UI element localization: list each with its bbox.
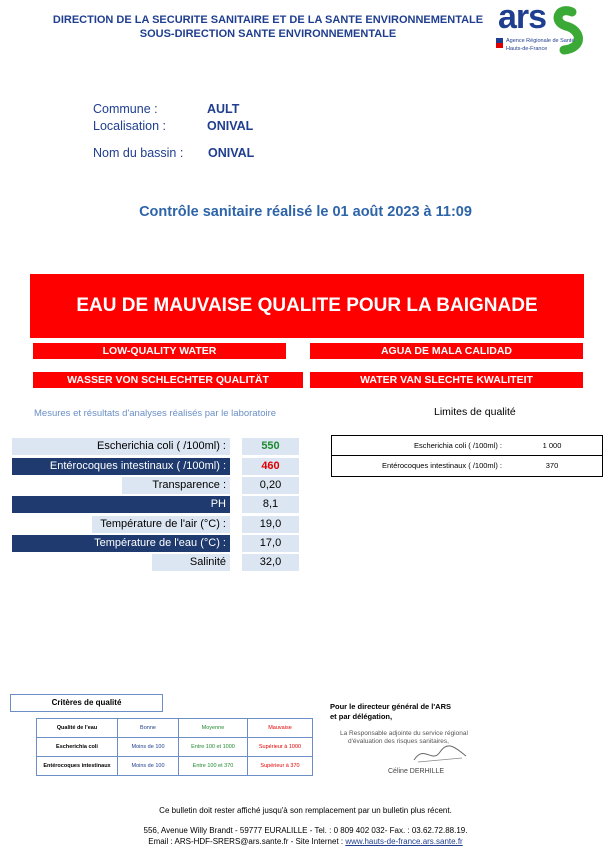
criteres-cell: Supérieur à 370	[248, 757, 313, 776]
criteres-cell: Escherichia coli	[37, 738, 118, 757]
footer-address: 556, Avenue Willy Brandt - 59777 EURALILLE - Tel. : 0 809 402 032- Fax. : 03.62.72.88.19.	[143, 826, 468, 835]
handwritten-signature	[410, 742, 470, 771]
mesure-label: Transparence :	[122, 477, 230, 494]
limite-label: Entérocoques intestinaux ( /100ml) :	[381, 461, 502, 470]
criteres-header-cell: Bonne	[118, 719, 179, 738]
commune-label: Commune :	[93, 102, 158, 116]
header-direction: DIRECTION DE LA SECURITE SANITAIRE ET DE LA SANTE ENVIRONNEMENTALE	[52, 14, 484, 26]
criteres-cell: Entre 100 et 1000	[179, 738, 248, 757]
bassin-value: ONIVAL	[208, 146, 255, 160]
mesure-row-transparence	[12, 477, 299, 494]
criteres-row	[37, 757, 313, 776]
signature-line1: Pour le directeur général de l'ARS	[330, 702, 451, 711]
limite-row	[332, 436, 602, 456]
criteres-header-row	[37, 719, 313, 738]
mesure-row-ph	[12, 496, 299, 513]
ars-logo-text: ars	[498, 0, 547, 36]
mesure-label: PH	[12, 496, 230, 513]
limite-value: 370	[545, 461, 559, 470]
mesure-value: 550	[242, 438, 299, 455]
mesure-row-temp-eau	[12, 535, 299, 552]
quality-banner: EAU DE MAUVAISE QUALITE POUR LA BAIGNADE	[30, 274, 584, 338]
mesure-label: Salinité	[152, 554, 230, 571]
controle-date: Contrôle sanitaire réalisé le 01 août 2023 à 11:09	[139, 204, 472, 220]
criteres-cell: Entérocoques intestinaux	[37, 757, 118, 776]
mesure-label: Escherichia coli ( /100ml) :	[12, 438, 230, 455]
ars-logo-sub2: Hauts-de-France	[506, 46, 548, 52]
limite-value: 1 000	[542, 441, 562, 450]
ars-logo	[494, 0, 606, 60]
mesure-label: Température de l'air (°C) :	[92, 516, 230, 533]
banner-nl: WATER VAN SLECHTE KWALITEIT	[310, 372, 583, 388]
footer-contact	[0, 837, 611, 846]
signature-line3: La Responsable adjointe du service régional	[340, 730, 468, 737]
header-subdirection: SOUS-DIRECTION SANTE ENVIRONNEMENTALE	[139, 28, 397, 40]
footer-notice: Ce bulletin doit rester affiché jusqu'à son remplacement par un bulletin plus récent.	[159, 806, 452, 815]
bassin-label: Nom du bassin :	[93, 146, 184, 160]
mesure-value: 8,1	[242, 496, 299, 513]
footer-website-link[interactable]: www.hauts-de-france.ars.sante.fr	[345, 837, 463, 846]
signature-scribble-icon	[410, 742, 470, 766]
signature-name: Céline DERHILLE	[388, 768, 445, 775]
criteres-cell: Moins de 100	[118, 738, 179, 757]
criteres-cell: Supérieur à 1000	[248, 738, 313, 757]
criteres-cell: Moins de 100	[118, 757, 179, 776]
mesure-row-temp-air	[12, 516, 299, 533]
footer-email: Email : ARS-HDF-SRERS@ars.sante.fr - Site Internet :	[148, 837, 346, 846]
limite-row	[332, 456, 602, 475]
ars-logo-sub1: Agence Régionale de Santé	[506, 38, 575, 44]
limites-table	[331, 435, 603, 477]
mesure-value: 17,0	[242, 535, 299, 552]
mesure-value: 19,0	[242, 516, 299, 533]
commune-value: AULT	[207, 102, 240, 116]
localisation-label: Localisation :	[93, 119, 166, 133]
signature-line4: d'évaluation des risques sanitaires,	[348, 738, 449, 745]
mesures-title: Mesures et résultats d'analyses réalisés par le laboratoire	[34, 408, 277, 419]
mesure-value: 0,20	[242, 477, 299, 494]
criteres-header-cell: Moyenne	[179, 719, 248, 738]
criteres-row	[37, 738, 313, 757]
criteres-header-cell: Mauvaise	[248, 719, 313, 738]
localisation-value: ONIVAL	[207, 119, 254, 133]
signature-line2: et par délégation,	[330, 712, 393, 721]
banner-es: AGUA DE MALA CALIDAD	[310, 343, 583, 359]
criteres-title: Critères de qualité	[10, 694, 163, 712]
mesure-row-ecoli	[12, 438, 299, 455]
mesure-value: 32,0	[242, 554, 299, 571]
limites-title: Limites de qualité	[434, 406, 516, 418]
mesure-row-salinite	[12, 554, 299, 571]
limite-label: Escherichia coli ( /100ml) :	[414, 441, 502, 450]
criteres-table	[36, 718, 313, 776]
criteres-header-cell: Qualité de l'eau	[37, 719, 118, 738]
mesure-label: Température de l'eau (°C) :	[12, 535, 230, 552]
criteres-cell: Entre 100 et 370	[179, 757, 248, 776]
mesure-value: 460	[242, 458, 299, 475]
mesure-row-enterocoques	[12, 458, 299, 475]
banner-en: LOW-QUALITY WATER	[33, 343, 286, 359]
mesure-label: Entérocoques intestinaux ( /100ml) :	[12, 458, 230, 475]
banner-de: WASSER VON SCHLECHTER QUALITÄT	[33, 372, 303, 388]
